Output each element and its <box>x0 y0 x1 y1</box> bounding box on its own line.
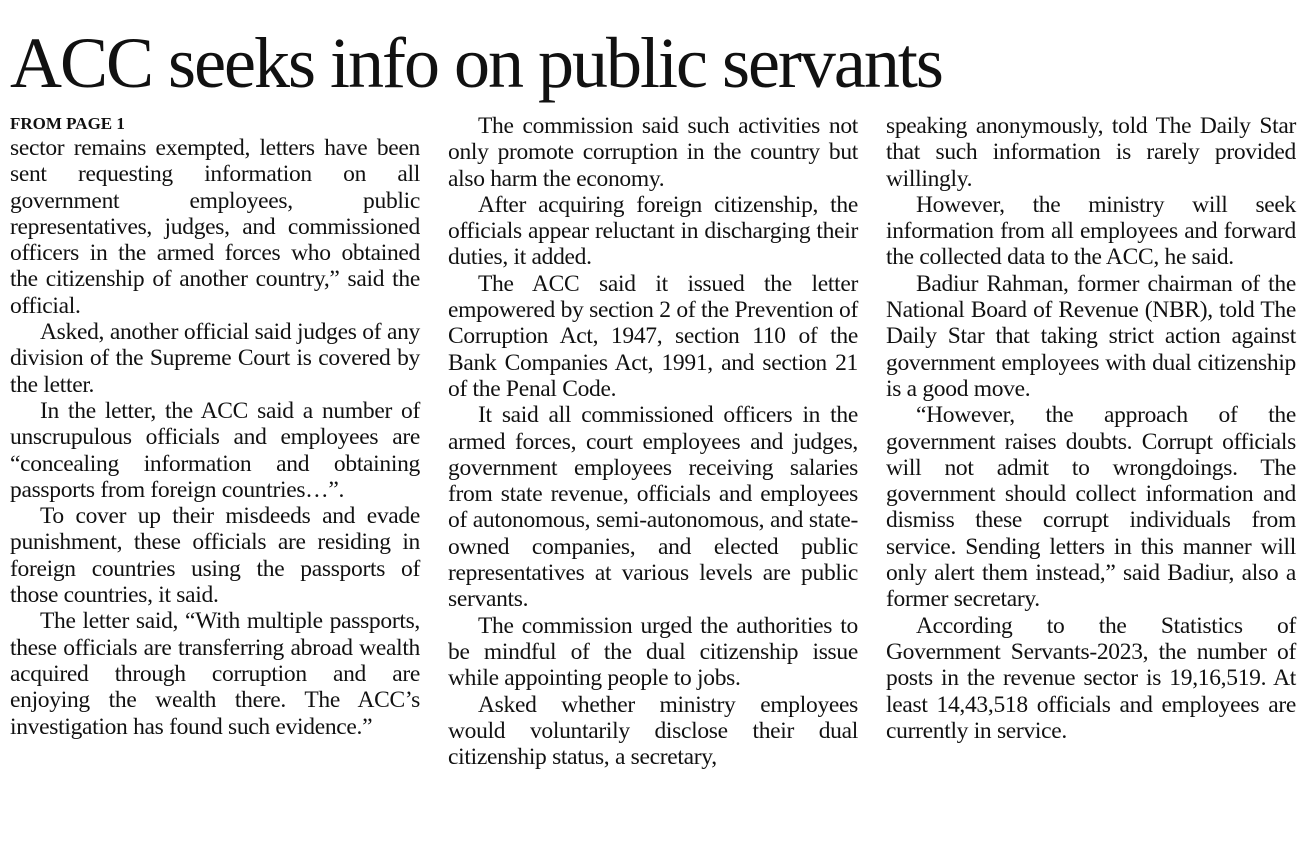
paragraph: In the letter, the ACC said a number of unscrupulous officials and employees are “concealing information and obtaining passports from foreign countries…”. <box>10 397 420 503</box>
paragraph: Badiur Rahman, former chairman of the National Board of Revenue (NBR), told The Daily Star that taking strict action against government employees with dual citizenship is a good move. <box>886 270 1296 402</box>
paragraph: The ACC said it issued the letter empowered by section 2 of the Prevention of Corruption Act, 1947, section 110 of the Bank Companies Act, 1991, and section 21 of the Penal Code. <box>448 270 858 402</box>
paragraph: Asked, another official said judges of any division of the Supreme Court is covered by the letter. <box>10 319 420 398</box>
paragraph: However, the ministry will seek information from all employees and forward the collected data to the ACC, he said. <box>886 191 1296 271</box>
article-column-1 <box>10 113 420 740</box>
paragraph: sector remains exempted, letters have been sent requesting information on all government employees, public representatives, judges, and commissioned officers in the armed forces who obtained the citizenship of another country,” said the official. <box>10 135 420 319</box>
paragraph: The commission urged the authorities to be mindful of the dual citizenship issue while appointing people to jobs. <box>448 612 858 692</box>
paragraph: To cover up their misdeeds and evade punishment, these officials are residing in foreign countries using the passports of those countries, it said. <box>10 503 420 609</box>
paragraph: According to the Statistics of Government Servants-2023, the number of posts in the revenue sector is 19,16,519. At least 14,43,518 officials and employees are currently in service. <box>886 612 1296 744</box>
article-column-2 <box>448 113 858 770</box>
paragraph: Asked whether ministry employees would voluntarily disclose their dual citizenship status, a secretary, <box>448 691 858 771</box>
paragraph: After acquiring foreign citizenship, the officials appear reluctant in discharging their duties, it added. <box>448 191 858 271</box>
headline: ACC seeks info on public servants <box>10 23 942 103</box>
paragraph: “However, the approach of the government raises doubts. Corrupt officials will not admit to wrongdoings. The government should collect information and dismiss these corrupt individuals from service. Sending letters in this manner will only alert them instead,” said Badiur, also a former secretary. <box>886 402 1296 613</box>
paragraph: speaking anonymously, told The Daily Star that such information is rarely provided willingly. <box>886 113 1296 192</box>
paragraph: The commission said such activities not only promote corruption in the country but also harm the economy. <box>448 113 858 192</box>
continuation-kicker: FROM PAGE 1 <box>10 114 125 133</box>
article-column-3 <box>886 113 1296 744</box>
paragraph: It said all commissioned officers in the armed forces, court employees and judges, government employees receiving salaries from state revenue, officials and employees of autonomous, semi-autonomous, and state-owned companies, and elected public representatives at various levels are public servants. <box>448 402 858 613</box>
paragraph: The letter said, “With multiple passports, these officials are transferring abroad wealth acquired through corruption and are enjoying the wealth there. The ACC’s investigation has found such evidence.” <box>10 608 420 740</box>
